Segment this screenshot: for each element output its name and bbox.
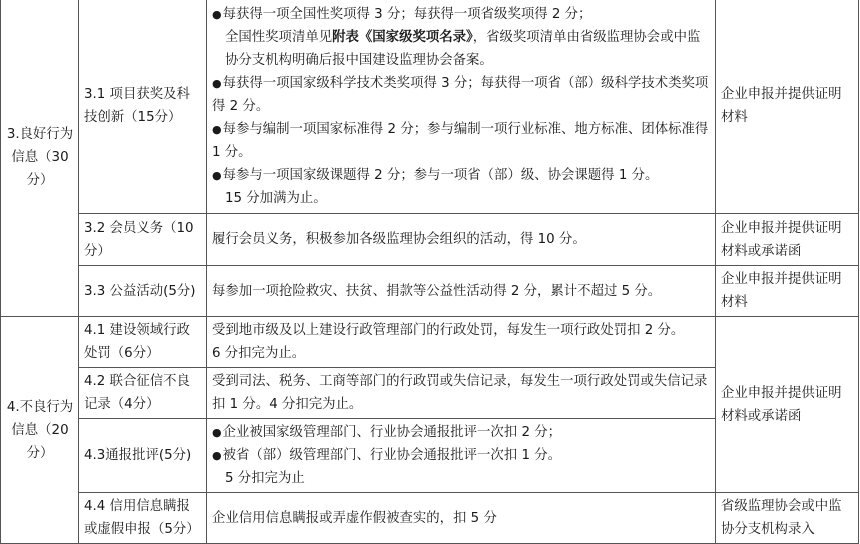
table-row	[1, 317, 859, 368]
evidence-cell: 企业申报并提供证明材料或承诺函	[716, 214, 859, 266]
criteria-cell: 企业信用信息瞒报或弄虚作假被查实的，扣 5 分	[207, 493, 716, 544]
category-cell: 4.不良行为信息（20分）	[1, 317, 79, 544]
category-cell: 3.良好行为信息（30分）	[1, 0, 79, 317]
criteria-cell	[207, 0, 716, 214]
criteria-bullet: ● 被省（部）级管理部门、行业协会通报批评一次扣 1 分。	[212, 444, 711, 467]
evidence-cell: 省级监理协会或中监协分支机构录入	[716, 493, 859, 544]
item-name-cell: 4.3通报批评(5分)	[79, 419, 207, 493]
criteria-note: 全国性奖项清单见附表《国家级奖项名录》，省级奖项清单由省级监理协会或中监协分支机构明确后报中国建设监理协会备案。	[225, 29, 701, 68]
evidence-cell: 企业申报并提供证明材料	[716, 0, 859, 214]
evidence-cell: 企业申报并提供证明材料	[716, 266, 859, 317]
table-row	[1, 0, 859, 214]
criteria-cap: 5 分扣完为止	[225, 471, 305, 486]
criteria-cap: 15 分加满为止。	[225, 190, 327, 206]
criteria-bullet: ● 每获得一项国家级科学技术类奖项得 3 分；每获得一项省（部）级科学技术类奖项得 2 分。	[212, 72, 711, 118]
item-name-cell: 3.3 公益活动(5分)	[79, 266, 207, 317]
evidence-cell: 企业申报并提供证明材料或承诺函	[716, 317, 859, 493]
criteria-cell: 履行会员义务，积极参加各级监理协会组织的活动，得 10 分。	[207, 214, 716, 266]
criteria-cell: 受到地市级及以上建设行政管理部门的行政处罚，每发生一项行政处罚扣 2 分。 6 分扣完为止。	[207, 317, 716, 368]
item-name-cell: 4.2 联合征信不良记录（4分）	[79, 368, 207, 419]
item-name-cell: 4.4 信用信息瞒报或虚假申报（5分）	[79, 493, 207, 544]
criteria-bullet: ● 每参与编制一项国家标准得 2 分；参与编制一项行业标准、地方标准、团体标准得 1 分。	[212, 118, 711, 164]
table-row	[1, 214, 859, 266]
criteria-bullet: ● 每获得一项全国性奖项得 3 分；每获得一项省级奖项得 2 分；	[212, 3, 711, 26]
criteria-cell: 受到司法、税务、工商等部门的行政罚或失信记录，每发生一项行政处罚或失信记录扣 1 分。4 分扣完为止。	[207, 368, 716, 419]
criteria-cell	[207, 419, 716, 493]
criteria-cell: 每参加一项抢险救灾、扶贫、捐款等公益性活动得 2 分，累计不超过 5 分。	[207, 266, 716, 317]
item-name-cell: 4.1 建设领域行政处罚（6分）	[79, 317, 207, 368]
criteria-bullet: ● 企业被国家级管理部门、行业协会通报批评一次扣 2 分；	[212, 421, 711, 444]
item-name-cell: 3.2 会员义务（10分）	[79, 214, 207, 266]
item-name-cell: 3.1 项目获奖及科技创新（15分）	[79, 0, 207, 214]
table-row	[1, 493, 859, 544]
criteria-bullet: ● 每参与一项国家级课题得 2 分；参与一项省（部）级、协会课题得 1 分。	[212, 164, 711, 187]
table-row	[1, 266, 859, 317]
